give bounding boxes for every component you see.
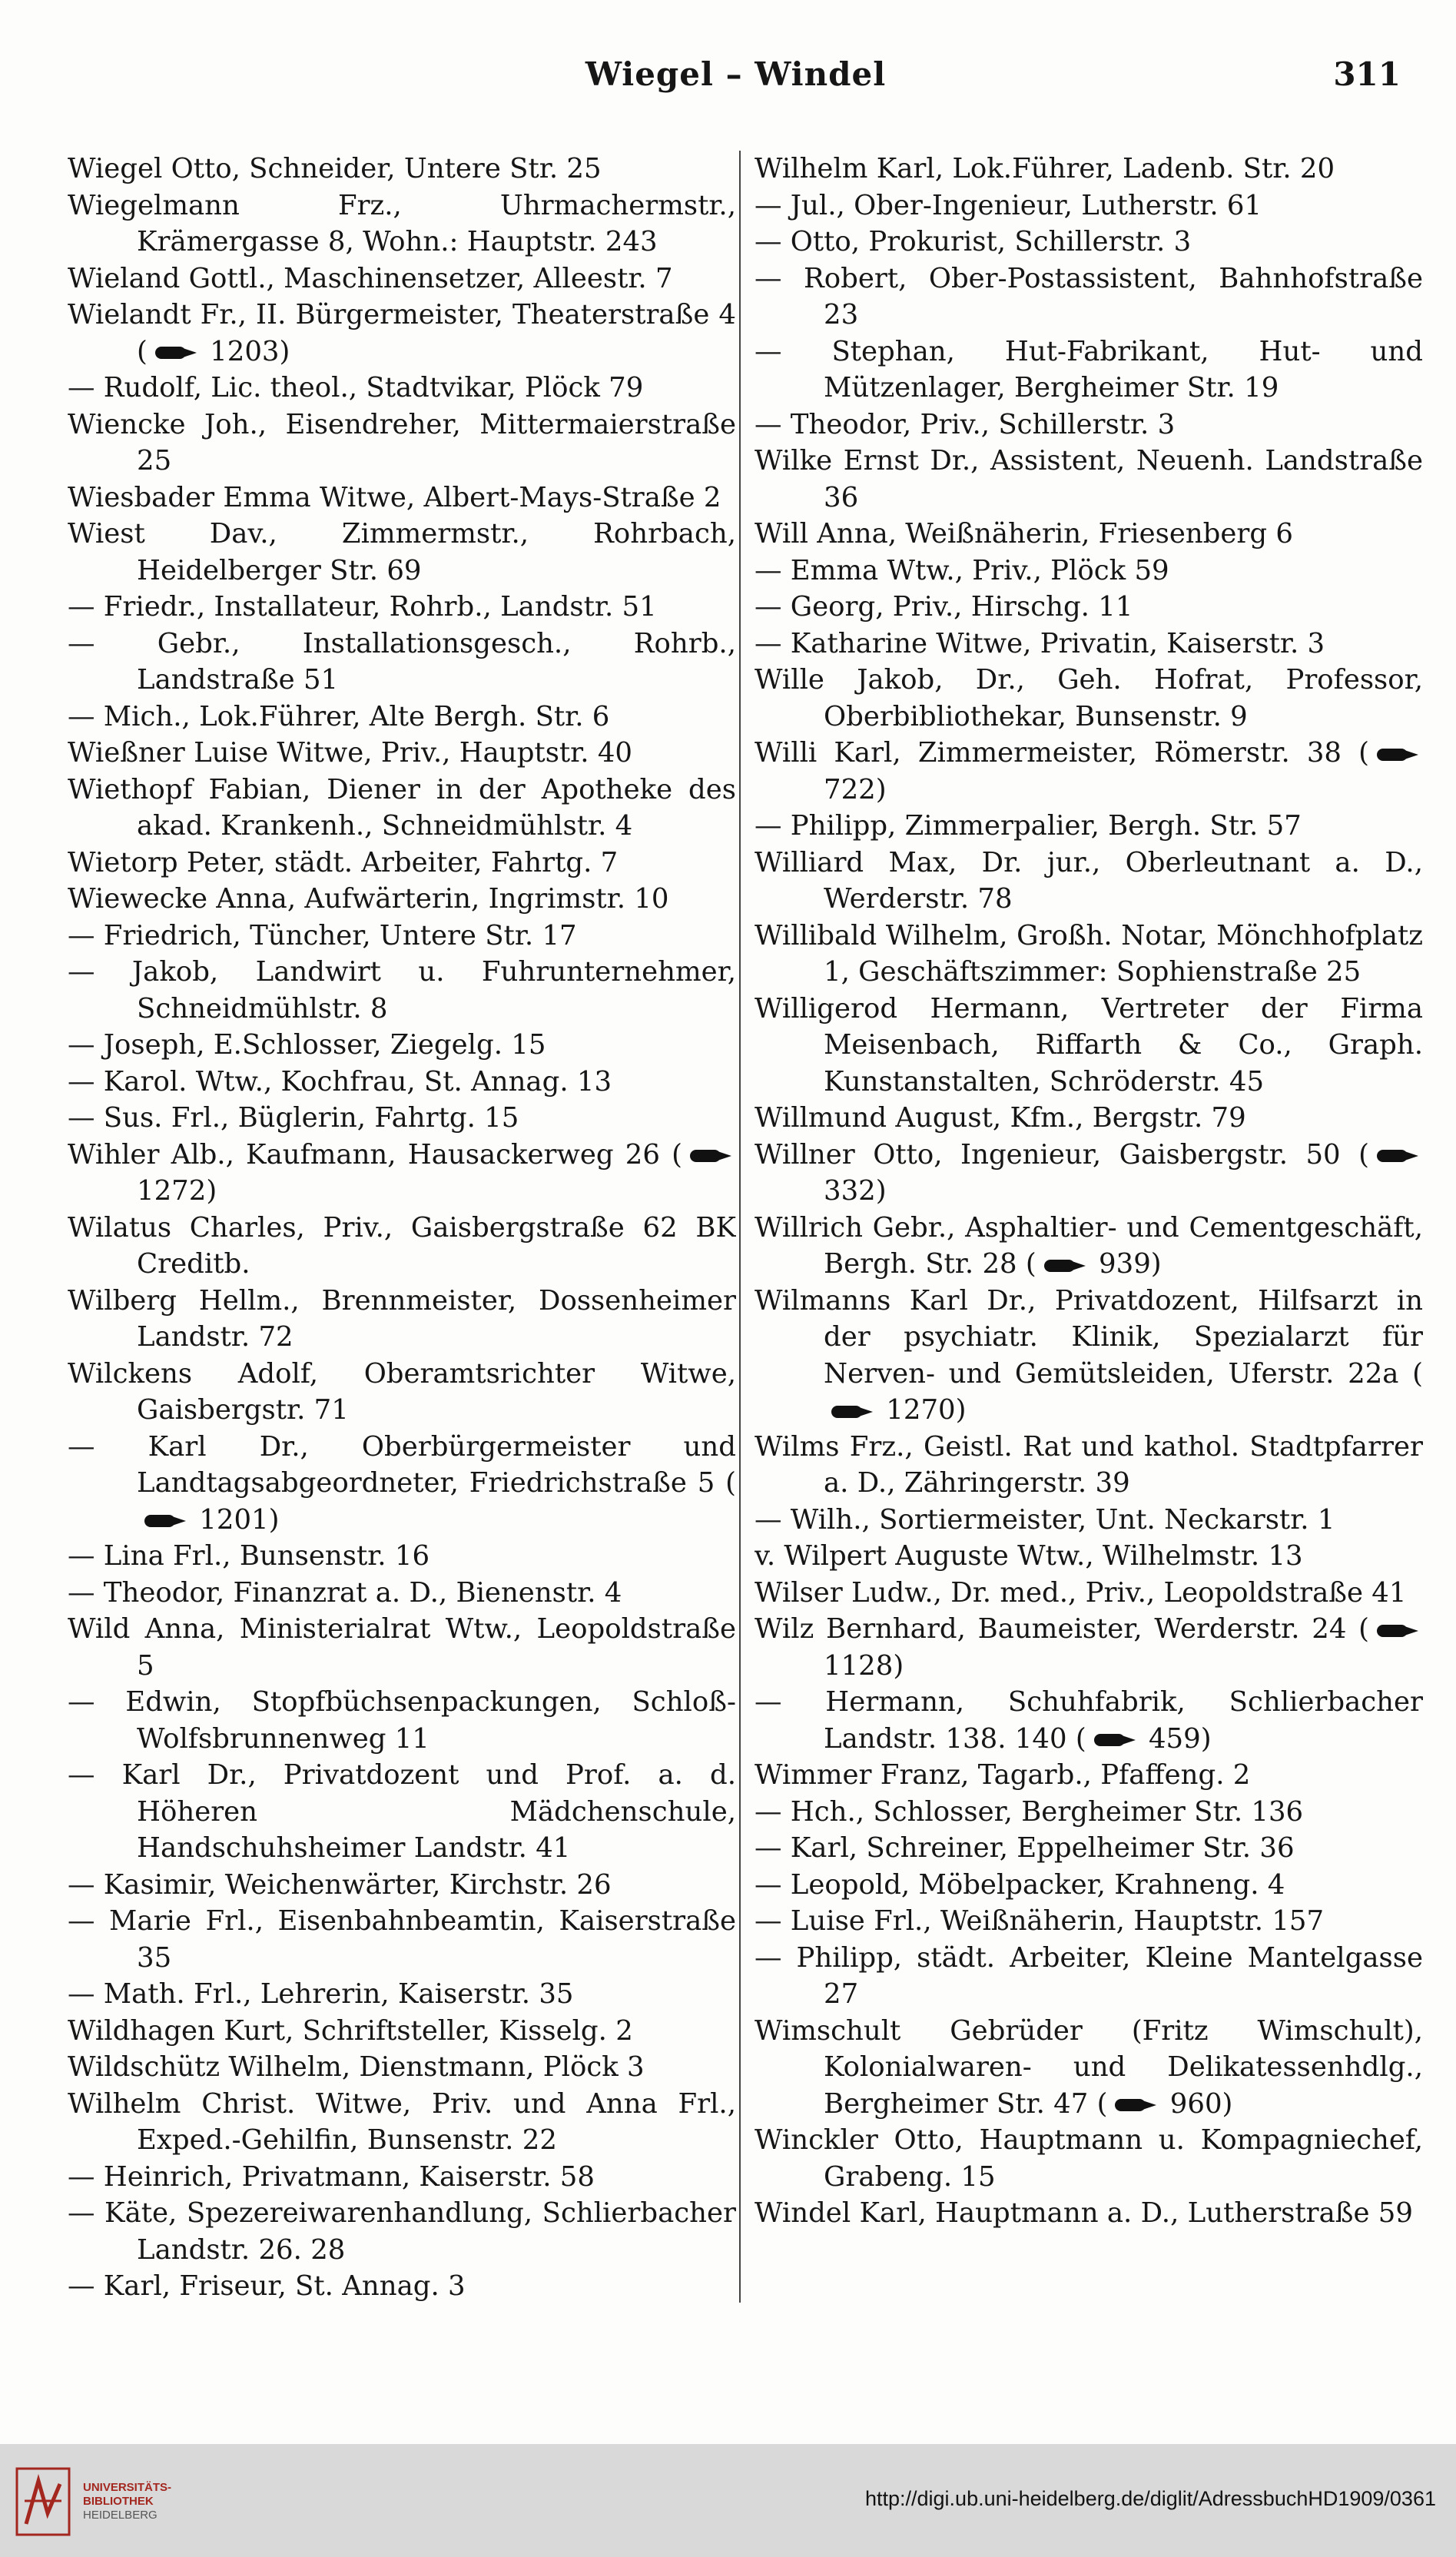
- directory-entry: — Gebr., Installationsgesch., Rohrb., Landstraße 51: [68, 627, 736, 696]
- directory-entry: — Karl Dr., Oberbürgermeister und Landtagsabgeordneter, Friedrichstraße 5 ( 1201): [68, 1430, 736, 1536]
- directory-entry: Willibald Wilhelm, Großh. Notar, Mönchhofplatz 1, Geschäftszimmer: Sophienstraße 25: [755, 919, 1423, 988]
- directory-entry: Wilberg Hellm., Brennmeister, Dossenheimer Landstr. 72: [68, 1284, 736, 1353]
- directory-entry: — Philipp, Zimmerpalier, Bergh. Str. 57: [755, 810, 1302, 842]
- directory-entry: Wilz Bernhard, Baumeister, Werderstr. 24 ( 1128): [755, 1611, 1423, 1684]
- telephone-icon: [685, 1148, 733, 1164]
- directory-entry: — Philipp, städt. Arbeiter, Kleine Mantelgasse 27: [755, 1941, 1423, 2010]
- directory-entry: Wilms Frz., Geistl. Rat und kathol. Stadtpfarrer a. D., Zähringerstr. 39: [755, 1430, 1423, 1499]
- directory-entry: — Wilh., Sortiermeister, Unt. Neckarstr. 1: [755, 1503, 1335, 1536]
- directory-entry: Wilmanns Karl Dr., Privatdozent, Hilfsarzt in der psychiatr. Klinik, Spezialarzt für Nerven- und Gemütsleiden, Uferstr. 22a ( 1270): [755, 1284, 1423, 1426]
- directory-entry: — Hch., Schlosser, Bergheimer Str. 136: [755, 1795, 1304, 1828]
- directory-entry: Wilser Ludw., Dr. med., Priv., Leopoldstraße 41: [755, 1576, 1407, 1609]
- directory-entry: — Katharine Witwe, Privatin, Kaiserstr. 3: [755, 627, 1325, 659]
- directory-entry: Willrich Gebr., Asphaltier- und Cementgeschäft, Bergh. Str. 28 ( 939): [755, 1211, 1423, 1280]
- directory-entry: — Jul., Ober-Ingenieur, Lutherstr. 61: [755, 189, 1262, 221]
- telephone-icon: [1372, 747, 1420, 762]
- directory-entry: Wielandt Fr., II. Bürgermeister, Theaterstraße 4 ( 1203): [68, 299, 736, 367]
- directory-entry: Wiegel Otto, Schneider, Untere Str. 25: [68, 153, 602, 184]
- directory-entry: Wilhelm Karl, Lok.Führer, Ladenb. Str. 20: [755, 153, 1335, 184]
- directory-entry: Williard Max, Dr. jur., Oberleutnant a. D., Werderstr. 78: [755, 846, 1423, 915]
- directory-entry: — Mich., Lok.Führer, Alte Bergh. Str. 6: [68, 700, 610, 732]
- running-title: Wiegel – Windel: [585, 55, 887, 93]
- directory-entry: — Marie Frl., Eisenbahnbeamtin, Kaiserstraße 35: [68, 1905, 736, 1974]
- directory-entry: Wild Anna, Ministerialrat Wtw., Leopoldstraße 5: [68, 1613, 736, 1682]
- directory-entry: — Robert, Ober-Postassistent, Bahnhofstraße 23: [755, 262, 1423, 330]
- directory-entry: — Käte, Spezereiwarenhandlung, Schlierbacher Landstr. 26. 28: [68, 2197, 736, 2266]
- directory-entry: Wildhagen Kurt, Schriftsteller, Kisselg. 2: [68, 2014, 633, 2047]
- directory-entry: Wilke Ernst Dr., Assistent, Neuenh. Landstraße 36: [755, 445, 1423, 513]
- directory-entry: Wiesbader Emma Witwe, Albert-Mays-Straße 2: [68, 481, 721, 513]
- directory-entry: Wihler Alb., Kaufmann, Hausackerweg 26 ( 1272): [68, 1137, 736, 1210]
- directory-entry: — Kasimir, Weichenwärter, Kirchstr. 26: [68, 1868, 612, 1901]
- directory-entry: Wilckens Adolf, Oberamtsrichter Witwe, Gaisbergstr. 71: [68, 1357, 736, 1426]
- logo-line-3: HEIDELBERG: [83, 2509, 158, 2522]
- directory-entry: Wießner Luise Witwe, Priv., Hauptstr. 40: [68, 737, 632, 769]
- directory-entry: — Otto, Prokurist, Schillerstr. 3: [755, 226, 1192, 257]
- telephone-icon: [827, 1404, 874, 1420]
- directory-entry: — Emma Wtw., Priv., Plöck 59: [755, 554, 1169, 586]
- directory-entry: Wiethopf Fabian, Diener in der Apotheke des akad. Krankenh., Schneidmühlstr. 4: [68, 773, 736, 842]
- directory-entry: — Leopold, Möbelpacker, Krahneng. 4: [755, 1868, 1285, 1901]
- source-url-link[interactable]: http://digi.ub.uni-heidelberg.de/diglit/AdressbuchHD1909/0361: [864, 2487, 1436, 2510]
- logo-line-2: BIBLIOTHEK: [83, 2495, 154, 2508]
- directory-entry: — Luise Frl., Weißnäherin, Hauptstr. 157: [755, 1905, 1325, 1937]
- directory-entry: — Jakob, Landwirt u. Fuhrunternehmer, Schneidmühlstr. 8: [68, 956, 736, 1024]
- telephone-icon: [1372, 1148, 1420, 1164]
- telephone-icon: [151, 345, 198, 360]
- directory-entry: — Karl, Friseur, St. Annag. 3: [68, 2270, 466, 2302]
- directory-entry: — Edwin, Stopfbüchsenpackungen, Schloß-Wolfsbrunnenweg 11: [68, 1686, 736, 1755]
- directory-entry: Wimschult Gebrüder (Fritz Wimschult), Kolonialwaren- und Delikatessenhdlg., Bergheimer Str. 47 ( 960): [755, 2014, 1423, 2120]
- directory-entry: Wilhelm Christ. Witwe, Priv. und Anna Frl., Exped.-Gehilfin, Bunsenstr. 22: [68, 2087, 736, 2156]
- directory-entry: — Sus. Frl., Büglerin, Fahrtg. 15: [68, 1102, 519, 1134]
- telephone-icon: [1372, 1623, 1420, 1639]
- directory-entry: — Lina Frl., Bunsenstr. 16: [68, 1540, 430, 1572]
- directory-entry: — Joseph, E.Schlosser, Ziegelg. 15: [68, 1029, 546, 1061]
- directory-entry: v. Wilpert Auguste Wtw., Wilhelmstr. 13: [755, 1540, 1303, 1572]
- directory-entry: — Georg, Priv., Hirschg. 11: [755, 591, 1133, 623]
- directory-entry: Wiencke Joh., Eisendreher, Mittermaierstraße 25: [68, 408, 736, 477]
- directory-entry: Wiewecke Anna, Aufwärterin, Ingrimstr. 10: [68, 883, 669, 915]
- footer-bar: [0, 2444, 1456, 2557]
- directory-entry: Willner Otto, Ingenieur, Gaisbergstr. 50 ( 332): [755, 1137, 1423, 1210]
- running-header: [61, 45, 1410, 114]
- directory-entry: — Theodor, Priv., Schillerstr. 3: [755, 408, 1176, 440]
- directory-entry: Windel Karl, Hauptmann a. D., Lutherstraße 59: [755, 2197, 1413, 2229]
- directory-entry: Winckler Otto, Hauptmann u. Kompagniechef, Grabeng. 15: [755, 2124, 1423, 2193]
- directory-entry: — Karl, Schreiner, Eppelheimer Str. 36: [755, 1832, 1295, 1864]
- telephone-icon: [1090, 1732, 1137, 1748]
- directory-entry: — Friedrich, Tüncher, Untere Str. 17: [68, 919, 577, 951]
- column-divider: [739, 151, 741, 2303]
- directory-entry: Wieland Gottl., Maschinensetzer, Alleestr. 7: [68, 262, 673, 294]
- directory-entry: Wietorp Peter, städt. Arbeiter, Fahrtg. 7: [68, 846, 619, 878]
- directory-entry: — Friedr., Installateur, Rohrb., Landstr. 51: [68, 591, 657, 623]
- directory-entry: Will Anna, Weißnäherin, Friesenberg 6: [755, 518, 1293, 550]
- directory-entry: Willigerod Hermann, Vertreter der Firma Meisenbach, Riffarth & Co., Graph. Kunstanstalten, Schröderstr. 45: [755, 992, 1423, 1098]
- library-logo[interactable]: [15, 2467, 192, 2536]
- directory-entry: Wilatus Charles, Priv., Gaisbergstraße 62 BK Creditb.: [68, 1211, 736, 1280]
- directory-entry: — Hermann, Schuhfabrik, Schlierbacher Landstr. 138. 140 ( 459): [755, 1686, 1423, 1755]
- directory-entry: — Theodor, Finanzrat a. D., Bienenstr. 4: [68, 1576, 622, 1609]
- directory-entry: — Karl Dr., Privatdozent und Prof. a. d. Höheren Mädchenschule, Handschuhsheimer Landstr. 41: [68, 1759, 736, 1864]
- directory-entry: Wildschütz Wilhelm, Dienstmann, Plöck 3: [68, 2051, 645, 2083]
- logo-line-1: UNIVERSITÄTS-: [83, 2481, 172, 2494]
- directory-entry: Willi Karl, Zimmermeister, Römerstr. 38 ( 722): [755, 735, 1423, 808]
- telephone-icon: [1110, 2097, 1158, 2113]
- telephone-icon: [140, 1513, 187, 1529]
- library-seal-icon: [15, 2467, 71, 2536]
- directory-entry: Wiest Dav., Zimmermstr., Rohrbach, Heidelberger Str. 69: [68, 518, 736, 586]
- telephone-icon: [1040, 1258, 1087, 1274]
- left-column: [68, 151, 736, 2349]
- directory-entry: Wille Jakob, Dr., Geh. Hofrat, Professor, Oberbibliothekar, Bunsenstr. 9: [755, 664, 1423, 732]
- directory-entry: — Karol. Wtw., Kochfrau, St. Annag. 13: [68, 1065, 612, 1098]
- directory-entry: Wimmer Franz, Tagarb., Pfaffeng. 2: [755, 1759, 1251, 1791]
- directory-entry: — Heinrich, Privatmann, Kaiserstr. 58: [68, 2160, 595, 2193]
- page-number: 311: [1333, 55, 1401, 93]
- directory-entry: — Rudolf, Lic. theol., Stadtvikar, Plöck 79: [68, 372, 644, 403]
- library-name: [83, 2481, 171, 2522]
- right-column: [755, 151, 1423, 2349]
- directory-entry: — Math. Frl., Lehrerin, Kaiserstr. 35: [68, 1978, 574, 2010]
- directory-entry: Willmund August, Kfm., Bergstr. 79: [755, 1102, 1246, 1134]
- directory-entry: — Stephan, Hut-Fabrikant, Hut- und Mützenlager, Bergheimer Str. 19: [755, 335, 1423, 403]
- directory-entry: Wiegelmann Frz., Uhrmachermstr., Krämergasse 8, Wohn.: Hauptstr. 243: [68, 189, 736, 257]
